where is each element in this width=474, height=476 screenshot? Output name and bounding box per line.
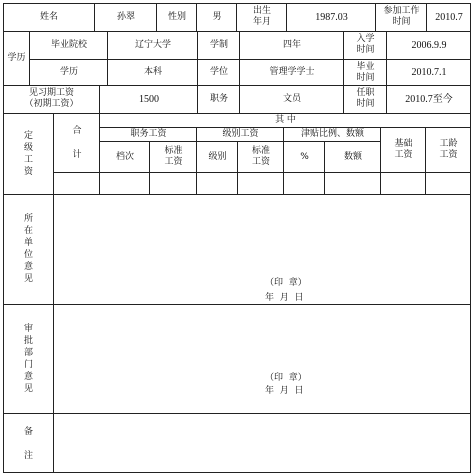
name-label: 姓名	[39, 11, 58, 22]
amount-label: 数额	[343, 151, 362, 162]
degree-label: 学位	[209, 67, 228, 77]
gender-label: 性别	[167, 11, 186, 22]
salary-section-label: 定 级 工 资	[23, 130, 33, 177]
name-value: 孙翠	[116, 11, 135, 22]
grade-label: 档次	[115, 151, 134, 162]
unit-seal-text: （印 章）	[265, 278, 307, 288]
of-which-label: 其 中	[275, 114, 296, 125]
trial-salary-value: 1500	[139, 93, 159, 105]
gender-value: 男	[212, 11, 222, 22]
unit-date-text: 年 月 日	[265, 293, 304, 303]
term-value: 2010.7至今	[405, 93, 453, 105]
school-label: 毕业院校	[50, 39, 87, 50]
total-label: 合 计	[72, 125, 82, 160]
enroll-date-value: 2006.9.9	[411, 39, 447, 51]
degree-level-label: 学历	[59, 67, 78, 77]
degree-level-value: 本科	[143, 67, 162, 77]
allowance-label: 津贴比例、数额	[300, 129, 364, 139]
graduate-date-value: 2010.7.1	[411, 67, 447, 78]
level-standard-wage-label: 标准 工资	[251, 146, 270, 167]
study-length-label: 学制	[209, 39, 228, 50]
level-label: 级别	[208, 151, 227, 162]
education-section-label: 学历	[7, 52, 26, 63]
approval-date-text: 年 月 日	[265, 386, 304, 396]
birth-date-label: 出生 年月	[252, 6, 271, 27]
position-label: 职务	[209, 93, 228, 104]
level-wage-label: 级别工资	[222, 129, 259, 139]
birth-date-value: 1987.03	[315, 11, 348, 23]
graduate-date-label: 毕业 时间	[356, 61, 375, 83]
study-length-value: 四年	[282, 39, 301, 50]
approval-opinion-label: 审 批 部 门 意 见	[23, 324, 33, 394]
approval-seal-text: （印 章）	[265, 373, 307, 383]
term-label: 任职 时间	[356, 88, 375, 109]
remarks-label: 备 注	[23, 426, 33, 461]
seniority-wage-label: 工龄 工资	[439, 139, 458, 160]
position-wage-label: 职务工资	[130, 129, 167, 139]
school-value: 辽宁大学	[134, 39, 171, 50]
work-start-value: 2010.7	[435, 11, 463, 23]
trial-salary-label: 见习期工资 （初期工资）	[24, 88, 79, 109]
enroll-date-label: 入学 时间	[356, 34, 375, 55]
position-value: 文员	[282, 93, 301, 104]
percent-label: %	[300, 151, 309, 162]
salary-grading-form	[3, 3, 471, 473]
standard-wage-label: 标准 工资	[164, 146, 183, 167]
degree-value: 管理学学士	[269, 67, 315, 77]
unit-opinion-label: 所 在 单 位 意 见	[23, 214, 33, 284]
work-start-label: 参加工作 时间	[383, 6, 420, 27]
base-wage-label: 基础 工资	[394, 139, 413, 160]
